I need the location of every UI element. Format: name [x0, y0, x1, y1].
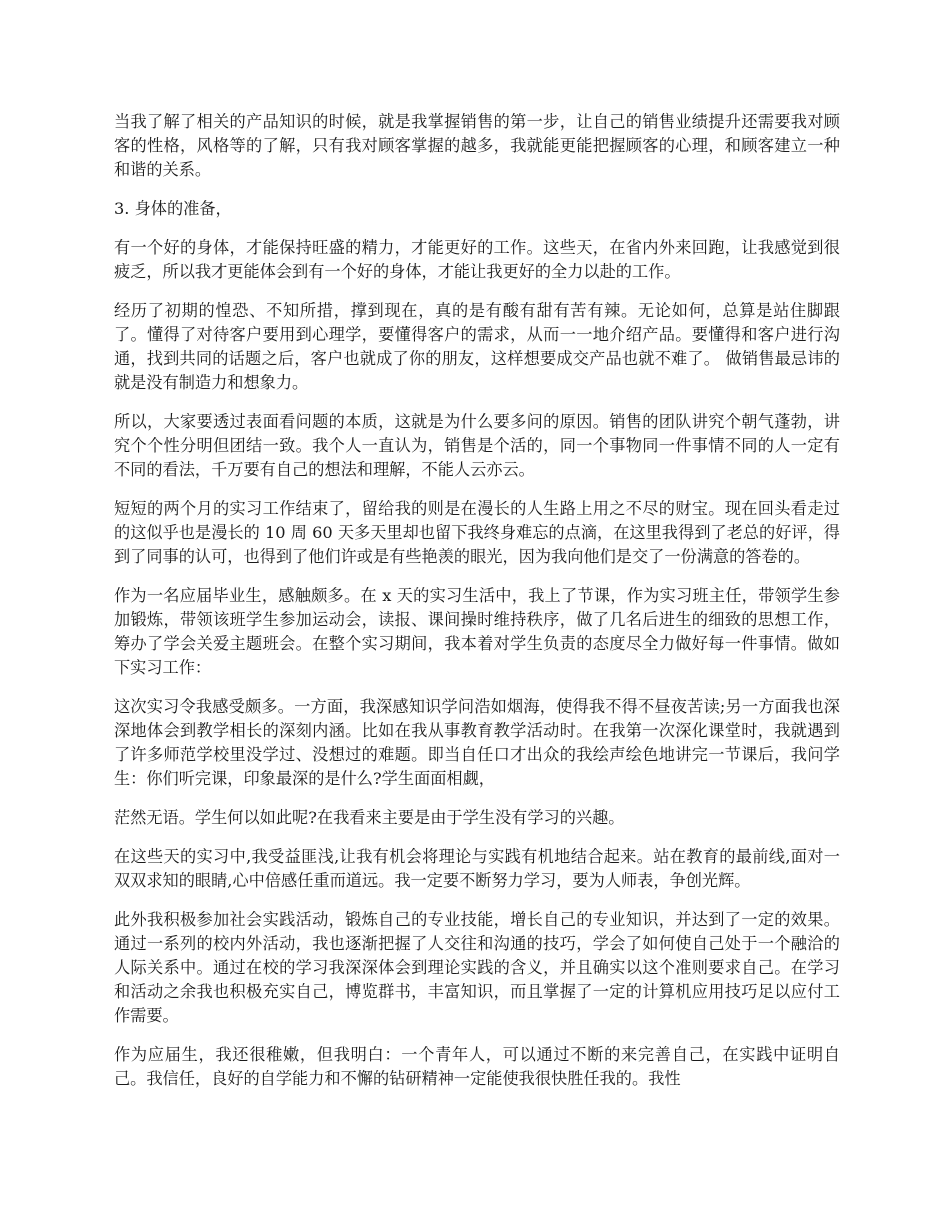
paragraph-internship-feelings: 这次实习令我感受颇多。一方面，我深感知识学问浩如烟海，使得我不得不昼夜苦读;另一方面我也深深地体会到教学相长的深刻内涵。比如在我从事教育教学活动时。在我第一次深化课堂时，我就遇到了许多师范学校里没学过、没想过的难题。即当自任口才出众的我绘声绘色地讲完一节课后，我问学生：你们听完课，印象最深的是什么?学生面面相觑，: [114, 697, 840, 788]
paragraph-theory-practice: 在这些天的实习中,我受益匪浅,让我有机会将理论与实践有机地结合起来。站在教育的最前线,面对一双双求知的眼睛,心中倍感任重而道远。我一定要不断努力学习，要为人师表，争创光辉。: [114, 847, 840, 890]
paragraph-product-knowledge: 当我了解了相关的产品知识的时候，就是我掌握销售的第一步，让自己的销售业绩提升还需要我对顾客的性格，风格等的了解，只有我对顾客掌握的越多，我就能更能把握顾客的心理，和顾客建立一种和谐的关系。: [114, 112, 840, 179]
paragraph-social-practice: 此外我积极参加社会实践活动，锻炼自己的专业技能，增长自己的专业知识，并达到了一定的效果。通过一系列的校内外活动，我也逐渐把握了人交往和沟通的技巧，学会了如何使自己处于一个融洽的人际关系中。通过在校的学习我深深体会到理论实践的含义，并且确实以这个准则要求自己。在学习和活动之余我也积极充实自己，博览群书，丰富知识，而且掌握了一定的计算机应用技巧足以应付工作需要。: [114, 910, 840, 1025]
paragraph-early-experience: 经历了初期的惶恐、不知所措，撑到现在，真的是有酸有甜有苦有辣。无论如何，总算是站住脚跟了。懂得了对待客户要用到心理学，要懂得客户的需求，从而一一地介绍产品。要懂得和客户进行沟通，找到共同的话题之后，客户也就成了你的朋友，这样想要成交产品也就不难了。 做销售最忌讳的就是没有制造力和想象力。: [114, 301, 840, 392]
paragraph-internship-end: 短短的两个月的实习工作结束了，留给我的则是在漫长的人生路上用之不尽的财宝。现在回头看走过的这似乎也是漫长的 10 周 60 天多天里却也留下我终身难忘的点滴，在这里我得到了老总的好评，得到了同事的认可，也得到了他们许或是有些艳羡的眼光，因为我向他们是交了一份满意的答卷的。: [114, 499, 840, 566]
paragraph-fresh-graduate: 作为应届生，我还很稚嫩，但我明白：一个青年人，可以通过不断的来完善自己，在实践中证明自己。我信任，良好的自学能力和不懈的钻研精神一定能使我很快胜任我的。我性: [114, 1045, 840, 1088]
paragraph-student-silence: 茫然无语。学生何以如此呢?在我看来主要是由于学生没有学习的兴趣。: [114, 808, 625, 827]
paragraph-sales-team: 所以，大家要透过表面看问题的本质，这就是为什么要多问的原因。销售的团队讲究个朝气蓬勃，讲究个个性分明但团结一致。我个人一直认为，销售是个活的，同一个事物同一件事情不同的人一定有不同的看法，千万要有自己的想法和理解，不能人云亦云。: [114, 412, 840, 479]
paragraph-good-health: 有一个好的身体，才能保持旺盛的精力，才能更好的工作。这些天，在省内外来回跑，让我感觉到很疲乏，所以我才更能体会到有一个好的身体，才能让我更好的全力以赴的工作。: [114, 238, 840, 281]
section-heading-physical-preparation: 3. 身体的准备，: [114, 199, 232, 218]
paragraph-graduate-reflection: 作为一名应届毕业生，感触颇多。在 x 天的实习生活中，我上了节课，作为实习班主任，带领学生参加锻炼，带领该班学生参加运动会，读报、课间操时维持秩序，做了几名后进生的细致的思想工作，筹办了学会关爱主题班会。在整个实习期间，我本着对学生负责的态度尽全力做好每一件事情。做如下实习工作：: [114, 586, 840, 677]
